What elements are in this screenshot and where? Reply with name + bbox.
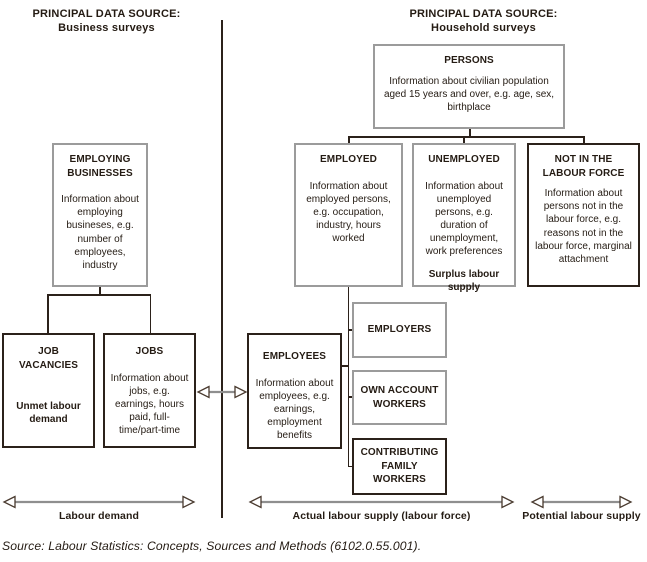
column-divider-line [221,20,223,518]
household-surveys-header [393,7,574,36]
box-body: Information about employees, e.g. earnings, employment benefits [255,377,334,442]
box-contributing-family-workers [352,438,447,495]
box-not-in-labour-force [527,143,640,287]
box-body: Information about unemployed persons, e.g. duration of unemployment, work preferences [425,180,503,258]
box-job-vacancies [2,333,95,448]
box-title: EMPLOYING BUSINESSES [67,154,133,179]
business-surveys-label: Business surveys [58,22,155,35]
labour-demand-label: Labour demand [58,510,140,522]
box-body: Information about jobs, e.g. earnings, hours paid, full-time/part-time [110,372,189,437]
potential-labour-supply-arrow [530,495,633,509]
household-surveys-label: Household surveys [431,22,536,35]
box-body: Information about persons not in the labour force, e.g. reasons not in the labour force, marginal attachment [535,188,632,265]
box-title: UNEMPLOYED [428,154,500,165]
box-employing-businesses [52,143,148,287]
box-title: EMPLOYEES [262,351,327,362]
box-employers [352,302,447,358]
potential-labour-supply-label: Potential labour supply [522,510,641,522]
connector-line [348,136,585,138]
box-title: EMPLOYED [320,154,377,165]
connector-line [47,294,49,333]
connector-line [150,294,152,333]
box-title: OWN ACCOUNT WORKERS [360,385,439,410]
box-unemployed [412,143,516,293]
box-own-account-workers [352,370,447,425]
actual-labour-supply-label: Actual labour supply (labour force) [292,510,471,522]
box-title: EMPLOYERS [367,324,432,336]
box-footnote: Surplus labour supply [428,268,500,293]
box-employees [247,333,342,449]
box-body: Information about civilian population aged 15 years and over, e.g. age, sex, birthplace [383,75,555,113]
connector-line [47,294,151,296]
box-footnote: Unmet labour demand [16,400,81,425]
connector-line [463,136,465,143]
connector-line [341,365,349,367]
actual-labour-supply-arrow [248,495,515,509]
box-title: PERSONS [444,55,494,66]
principal-data-source-label: PRINCIPAL DATA SOURCE: [32,8,181,20]
box-body: Information about employed persons, e.g. occupation, industry, hours worked [306,180,391,245]
box-jobs [103,333,196,448]
box-title: CONTRIBUTING FAMILY WORKERS [360,447,439,486]
principal-data-source-label: PRINCIPAL DATA SOURCE: [409,8,558,20]
box-body: Information about employing busineses, e.g. number of employees, industry [61,194,139,271]
box-title: JOBS [135,346,164,357]
connector-line [583,136,585,143]
connector-line [348,287,350,467]
box-persons [373,44,565,129]
box-title: JOB VACANCIES [18,346,79,371]
jobs-employees-link-arrow [196,385,248,399]
source-citation: Source: Labour Statistics: Concepts, Sources and Methods (6102.0.55.001). [2,539,422,553]
labour-demand-arrow [2,495,196,509]
box-title: NOT IN THE LABOUR FORCE [542,154,625,179]
connector-line [348,136,350,143]
business-surveys-header [16,7,197,36]
box-employed [294,143,403,287]
